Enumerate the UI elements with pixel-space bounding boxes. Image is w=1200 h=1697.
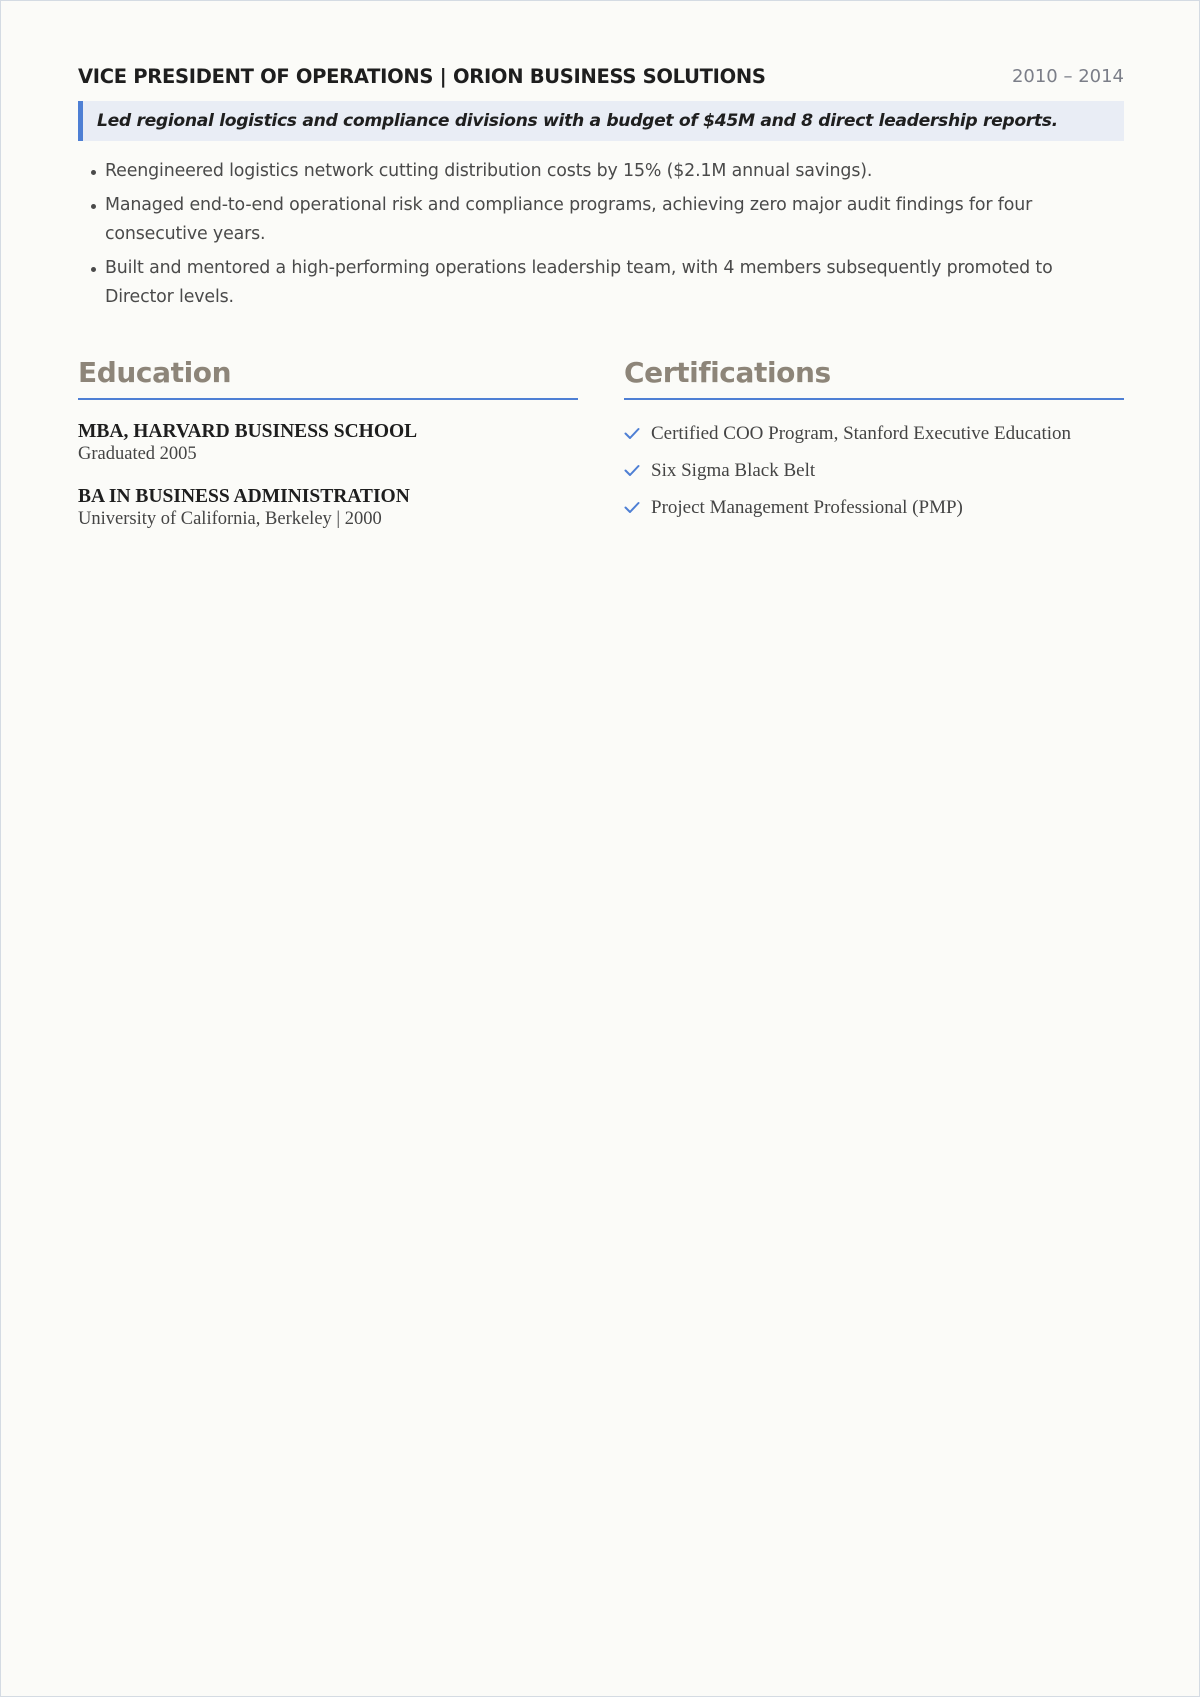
certification-list (624, 419, 1071, 530)
education-divider (78, 398, 578, 400)
certification-item (624, 456, 1071, 493)
education-heading: Education (78, 356, 232, 389)
education-item (78, 486, 410, 530)
achievement-text: Built and mentored a high-performing operations leadership team, with 4 members subsequently promoted to Director levels. (105, 258, 1053, 307)
check-icon (624, 464, 640, 477)
achievement-item (78, 254, 1124, 312)
certification-text: Certified COO Program, Stanford Executive Education (651, 423, 1072, 444)
achievement-item (78, 157, 1124, 186)
education-item (78, 421, 417, 465)
job-title: VICE PRESIDENT OF OPERATIONS | ORION BUSINESS SOLUTIONS (78, 65, 766, 88)
achievement-list (78, 157, 1124, 317)
bullet-icon (91, 267, 96, 272)
bullet-icon (91, 170, 96, 175)
certifications-heading: Certifications (624, 356, 831, 389)
job-summary-text: Led regional logistics and compliance divisions with a budget of $45M and 8 direct leadership reports. (97, 111, 1058, 131)
bullet-icon (91, 204, 96, 209)
education-detail: University of California, Berkeley | 2000 (78, 509, 382, 529)
check-icon (624, 501, 640, 514)
experience-entry (78, 61, 1124, 307)
achievement-text: Reengineered logistics network cutting distribution costs by 15% ($2.1M annual savings). (105, 161, 873, 181)
experience-header (78, 61, 1124, 95)
education-degree: MBA, HARVARD BUSINESS SCHOOL (78, 421, 418, 442)
certifications-divider (624, 398, 1124, 400)
education-detail: Graduated 2005 (78, 444, 197, 464)
certification-text: Project Management Professional (PMP) (651, 497, 963, 518)
achievement-text: Managed end-to-end operational risk and compliance programs, achieving zero major audit findings for four consecutive years. (105, 195, 1033, 244)
achievement-item (78, 191, 1124, 249)
check-icon (624, 427, 640, 440)
education-degree: BA IN BUSINESS ADMINISTRATION (78, 486, 410, 507)
job-summary-callout (78, 101, 1124, 141)
certification-item (624, 493, 1071, 530)
job-dates: 2010 – 2014 (1011, 66, 1124, 87)
certification-text: Six Sigma Black Belt (651, 460, 816, 481)
certification-item (624, 419, 1071, 456)
